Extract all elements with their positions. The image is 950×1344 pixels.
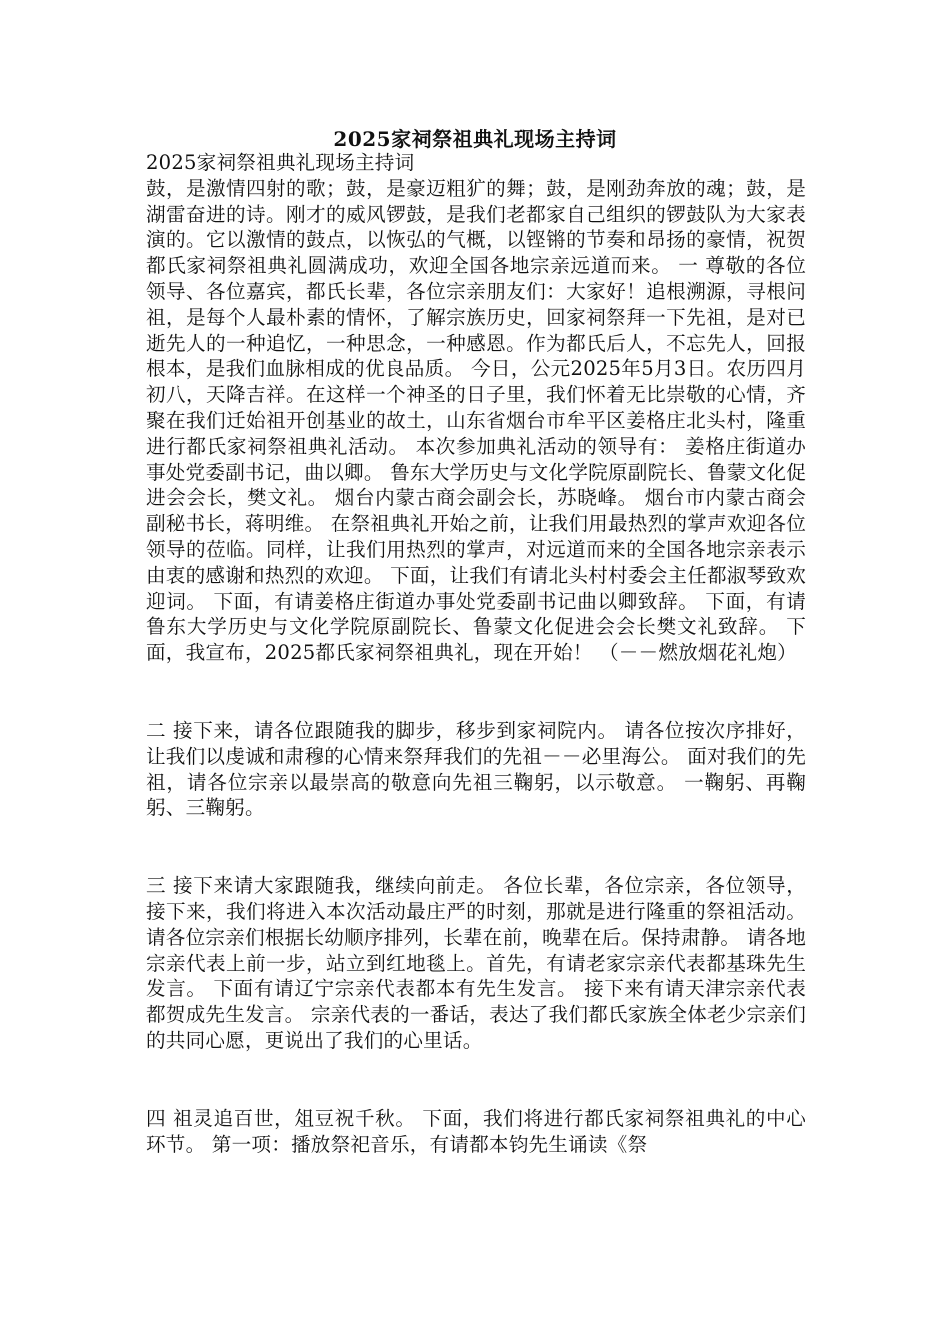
document-title: 2025家祠祭祖典礼现场主持词 xyxy=(333,127,617,151)
section-spacer xyxy=(146,1054,806,1106)
section-spacer xyxy=(146,666,806,718)
section-spacer xyxy=(146,821,806,873)
document-body xyxy=(146,150,813,1157)
section-opening: 鼓，是激情四射的歌；鼓，是豪迈粗犷的舞；鼓，是刚劲奔放的魂；鼓，是湖雷奋进的诗。刚才的威风锣鼓，是我们老都家自己组织的锣鼓队为大家表演的。它以激情的鼓点，以恢弘的气概，以铿锵的节奏和昂扬的豪情，祝贺都氏家祠祭祖典礼圆满成功，欢迎全国各地宗亲远道而来。 一 尊敬的各位领导、各位嘉宾，都氏长辈，各位宗亲朋友们：大家好！追根溯源，寻根问祖，是每个人最朴素的情怀，了解宗族历史，回家祠祭拜一下先祖，是对已逝先人的一种追忆，一种思念，一种感恩。作为都氏后人，不忘先人，回报根本，是我们血脉相成的优良品质。 今日，公元2025年5月3日。农历四月初八，天降吉祥。在这样一个神圣的日子里，我们怀着无比崇敬的心情，齐聚在我们迁始祖开创基业的故土，山东省烟台市牟平区姜格庄北头村，隆重进行都氏家祠祭祖典礼活动。 本次参加典礼活动的领导有： 姜格庄街道办事处党委副书记，曲以卿。 鲁东大学历史与文化学院原副院长、鲁蒙文化促进会会长，樊文礼。 烟台内蒙古商会副会长，苏晓峰。 烟台市内蒙古商会副秘书长，蒋明维。 在祭祖典礼开始之前，让我们用最热烈的掌声欢迎各位领导的莅临。同样，让我们用热烈的掌声，对远道而来的全国各地宗亲表示由衷的感谢和热烈的欢迎。 下面，让我们有请北头村村委会主任都淑琴致欢迎词。 下面，有请姜格庄街道办事处党委副书记曲以卿致辞。 下面，有请鲁东大学历史与文化学院原副院长、鲁蒙文化促进会会长樊文礼致辞。 下面，我宣布，2025都氏家祠祭祖典礼，现在开始！ （－－燃放烟花礼炮） xyxy=(146,176,806,665)
section-four: 四 祖灵追百世，俎豆祝千秋。 下面，我们将进行都氏家祠祭祖典礼的中心环节。 第一项：播放祭祀音乐，有请都本钧先生诵读《祭 xyxy=(146,1106,806,1156)
section-two: 二 接下来，请各位跟随我的脚步，移步到家祠院内。 请各位按次序排好，让我们以虔诚和肃穆的心情来祭拜我们的先祖－－必里海公。 面对我们的先祖，请各位宗亲以最崇高的敬意向先祖三鞠躬，以示敬意。 一鞠躬、再鞠躬、三鞠躬。 xyxy=(146,718,806,820)
document-subtitle: 2025家祠祭祖典礼现场主持词 xyxy=(146,151,415,174)
section-three: 三 接下来请大家跟随我，继续向前走。 各位长辈，各位宗亲，各位领导，接下来，我们将进入本次活动最庄严的时刻，那就是进行隆重的祭祖活动。 请各位宗亲们根据长幼顺序排列，长辈在前，晚辈在后。保持肃静。 请各地宗亲代表上前一步，站立到红地毯上。首先，有请老家宗亲代表都基珠先生发言。 下面有请辽宁宗亲代表都本有先生发言。 接下来有请天津宗亲代表都贺成先生发言。 宗亲代表的一番话，表达了我们都氏家族全体老少宗亲们的共同心愿，更说出了我们的心里话。 xyxy=(146,874,813,1052)
